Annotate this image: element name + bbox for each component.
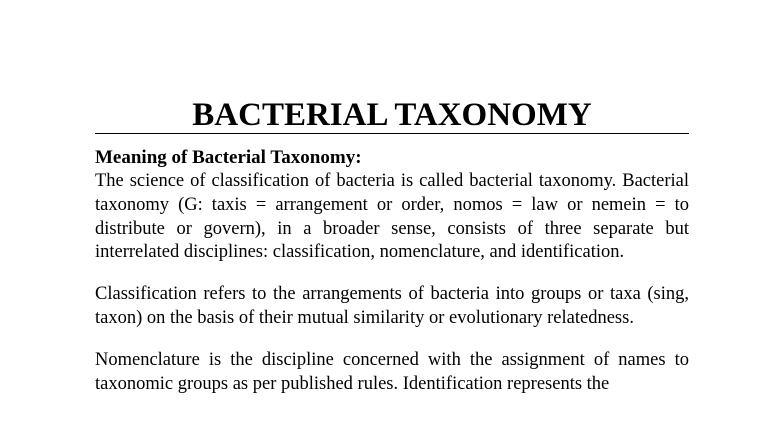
paragraph-nomenclature: Nomenclature is the discipline concerned with the assignment of names to taxonomic groups as per published rules. Identification represents the: [95, 349, 689, 394]
section-heading: Meaning of Bacterial Taxonomy:: [95, 147, 362, 168]
paragraph-definition: The science of classification of bacteria is called bacterial taxonomy. Bacterial taxonomy (G: taxis = arrangement or order, nomos = law or nemein = to distribute or govern), in a broader sense, consists of three separate but interrelated disciplines: classification, nomenclature, and identification.: [95, 171, 689, 263]
document-title: BACTERIAL TAXONOMY: [192, 97, 592, 133]
paragraph-classification: Classification refers to the arrangements of bacteria into groups or taxa (sing, taxon) on the basis of their mutual similarity or evolutionary relatedness.: [95, 284, 689, 328]
title-underline: [95, 133, 689, 134]
document-body: [95, 146, 689, 396]
